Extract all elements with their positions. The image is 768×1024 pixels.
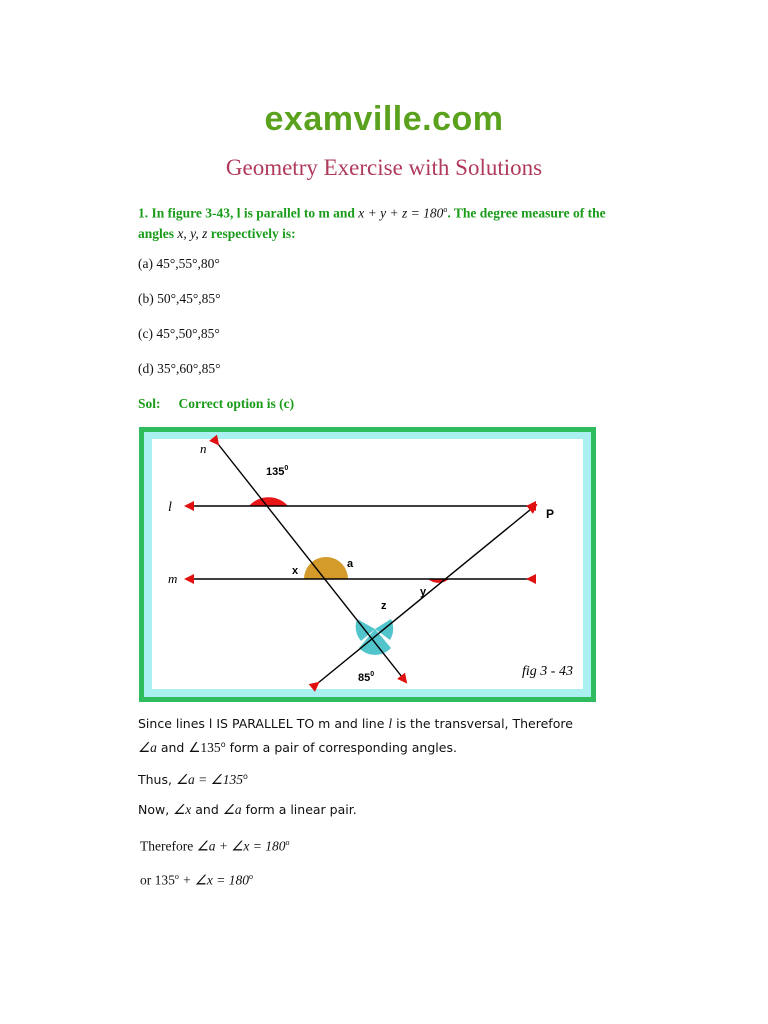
p5-therefore: Therefore: [140, 838, 197, 854]
p5-deg: o: [285, 838, 290, 847]
p6-deg1: o: [174, 872, 179, 881]
figure-3-43: [138, 426, 597, 703]
question-vars: x, y, z: [177, 225, 208, 241]
label-85: $85^0$: [358, 671, 375, 684]
p1-text-a: Since lines l IS PARALLEL TO m and line: [138, 716, 389, 731]
explanation-thus: [138, 766, 631, 790]
question-text: [138, 200, 632, 244]
question-degree: o: [443, 205, 448, 214]
option-c: [138, 326, 220, 342]
question-expression: x + y + z = 180: [358, 205, 444, 221]
page-title: Geometry Exercise with Solutions: [225, 155, 543, 180]
solution-line: [138, 396, 294, 412]
p2-deg: o: [220, 740, 226, 749]
question-part1: 1. In figure 3-43, l is parallel to m and: [138, 205, 359, 221]
option-a-values: 45°,55°,80°: [156, 256, 220, 271]
explanation-or: [140, 866, 633, 891]
explanation-para-1b: [138, 734, 631, 758]
option-d-label: (d): [138, 361, 158, 376]
figure-caption: fig 3 - 43: [522, 664, 573, 679]
p5-equation: ∠a + ∠x = 180: [196, 838, 286, 854]
p3-deg: o: [243, 772, 248, 781]
p6-or: or: [140, 872, 155, 888]
option-b: [138, 291, 221, 307]
question-part2: . The degree measure of the angles: [138, 205, 606, 241]
option-a: [138, 256, 220, 272]
label-x: x: [292, 565, 299, 577]
option-b-values: 50°,45°,85°: [157, 291, 221, 306]
explanation-now: [138, 799, 631, 820]
option-b-label: (b): [138, 291, 158, 306]
label-l: l: [168, 500, 172, 515]
p3-thus: Thus,: [138, 772, 176, 788]
p1-text-c: is the transversal, Therefore: [392, 716, 573, 731]
p2-angle-a: ∠a: [138, 740, 157, 756]
solution-text: Correct option is (c): [178, 396, 295, 411]
logo-text: examville.com: [264, 100, 504, 138]
option-c-values: 45°,50°,85°: [156, 326, 220, 341]
solution-prefix: Sol:: [138, 396, 161, 411]
p4-now: Now,: [138, 802, 174, 817]
p2-and: and: [156, 740, 189, 756]
label-n: n: [200, 441, 207, 456]
p4-and: and: [191, 802, 223, 817]
label-z: z: [381, 600, 387, 612]
label-m: m: [168, 571, 178, 586]
question-part3: respectively is:: [207, 225, 296, 241]
p4-angle-a: ∠a: [222, 802, 242, 817]
option-a-label: (a): [138, 256, 157, 271]
p2-angle-135: ∠135: [188, 740, 221, 756]
label-a: a: [347, 558, 354, 570]
label-y: y: [420, 586, 427, 598]
p4-rest: form a linear pair.: [241, 802, 357, 817]
p2-rest: form a pair of corresponding angles.: [225, 740, 457, 756]
p3-equation: ∠a = ∠135: [175, 772, 244, 788]
option-c-label: (c): [138, 326, 157, 341]
p6-135: 135: [154, 872, 175, 888]
label-135: $135^0$: [266, 465, 289, 478]
option-d: [138, 361, 221, 377]
figure-svg: [138, 426, 597, 703]
explanation-therefore: [140, 832, 633, 857]
p1-line-l: l: [388, 716, 393, 731]
p4-angle-x: ∠x: [173, 802, 192, 817]
label-p: P: [546, 507, 555, 521]
examville-logo: [0, 100, 768, 139]
option-d-values: 35°,60°,85°: [157, 361, 221, 376]
explanation-para-1: [138, 713, 631, 734]
p6-equation: + ∠x = 180: [178, 872, 249, 888]
p6-deg2: o: [248, 872, 253, 881]
